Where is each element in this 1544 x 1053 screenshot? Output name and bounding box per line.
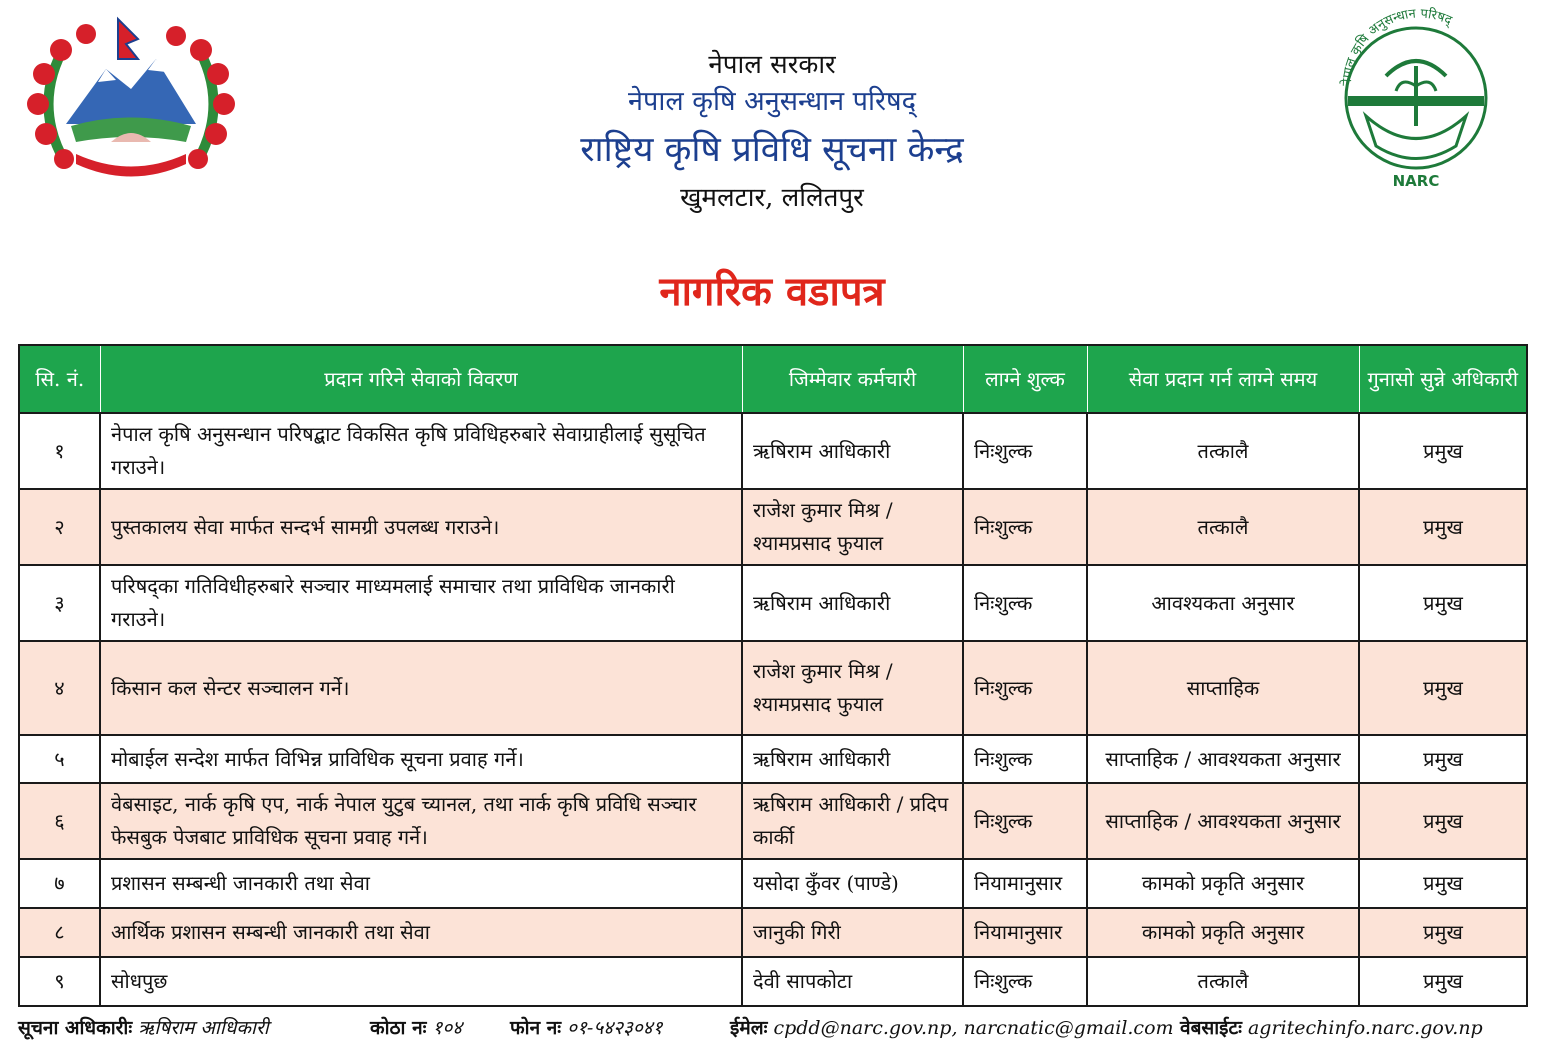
col-header-staff: जिम्मेवार कर्मचारी (742, 345, 963, 413)
table-row (19, 957, 1527, 1006)
cell-fee: निःशुल्क (963, 735, 1087, 783)
cell-service: आर्थिक प्रशासन सम्बन्धी जानकारी तथा सेवा (100, 908, 742, 957)
room-number: १०४ (432, 1017, 463, 1039)
centre-address: खुमलटार, ललितपुर (680, 183, 864, 213)
table-row (19, 489, 1527, 565)
cell-service: सोधपुछ (100, 957, 742, 1006)
cell-fee: निःशुल्क (963, 641, 1087, 735)
table-row (19, 413, 1527, 489)
cell-service: वेबसाइट, नार्क कृषि एप, नार्क नेपाल युटुब च्यानल, तथा नार्क कृषि प्रविधि सञ्चार फेसबुक पेजबाट प्राविधिक सूचना प्रवाह गर्ने। (100, 783, 742, 859)
col-header-service: प्रदान गरिने सेवाको विवरण (100, 345, 742, 413)
cell-serial: ३ (19, 565, 100, 641)
cell-staff: राजेश कुमार मिश्र / श्यामप्रसाद फुयाल (742, 489, 963, 565)
phone-number: ०१-५४२३०४१ (567, 1017, 663, 1039)
cell-authority: प्रमुख (1359, 735, 1527, 783)
cell-staff: जानुकी गिरी (742, 908, 963, 957)
cell-staff: ऋषिराम आधिकारी (742, 565, 963, 641)
cell-serial: ८ (19, 908, 100, 957)
cell-staff: ऋषिराम आधिकारी (742, 413, 963, 489)
cell-time: आवश्यकता अनुसार (1087, 565, 1359, 641)
cell-serial: ७ (19, 859, 100, 908)
government-name: नेपाल सरकार (708, 50, 836, 80)
website-label: वेबसाईटः (1180, 1017, 1242, 1039)
cell-authority: प्रमुख (1359, 565, 1527, 641)
website-link[interactable]: agritechinfo.narc.gov.np (1247, 1017, 1483, 1039)
cell-authority: प्रमुख (1359, 859, 1527, 908)
info-officer-label: सूचना अधिकारीः (18, 1017, 133, 1039)
cell-serial: ९ (19, 957, 100, 1006)
cell-fee: निःशुल्क (963, 489, 1087, 565)
cell-service: परिषद्का गतिविधीहरुबारे सञ्चार माध्यमलाई समाचार तथा प्राविधिक जानकारी गराउने। (100, 565, 742, 641)
cell-authority: प्रमुख (1359, 783, 1527, 859)
centre-name: राष्ट्रिय कृषि प्रविधि सूचना केन्द्र (580, 130, 964, 170)
cell-staff: यसोदा कुँवर (पाण्डे) (742, 859, 963, 908)
email-link[interactable]: cpdd@narc.gov.np, narcnatic@gmail.com (773, 1017, 1174, 1039)
col-header-serial: सि. नं. (19, 345, 100, 413)
cell-service: पुस्तकालय सेवा मार्फत सन्दर्भ सामग्री उपलब्ध गराउने। (100, 489, 742, 565)
contact-footer (18, 1010, 1528, 1044)
table-row (19, 859, 1527, 908)
cell-fee: निःशुल्क (963, 565, 1087, 641)
cell-authority: प्रमुख (1359, 908, 1527, 957)
council-name: नेपाल कृषि अनुसन्धान परिषद् (628, 86, 916, 117)
cell-time: साप्ताहिक (1087, 641, 1359, 735)
email-label: ईमेलः (730, 1017, 768, 1039)
cell-serial: ५ (19, 735, 100, 783)
cell-serial: २ (19, 489, 100, 565)
table-row (19, 735, 1527, 783)
cell-serial: १ (19, 413, 100, 489)
table-header-row (19, 345, 1527, 413)
page-title: नागरिक वडापत्र (659, 269, 885, 315)
cell-fee: निःशुल्क (963, 783, 1087, 859)
cell-time: कामको प्रकृति अनुसार (1087, 859, 1359, 908)
narc-logo-text: NARC (1392, 172, 1440, 190)
citizen-charter-table (18, 344, 1528, 1007)
info-officer-name: ऋषिराम आधिकारी (138, 1017, 269, 1039)
cell-service: मोबाईल सन्देश मार्फत विभिन्न प्राविधिक सूचना प्रवाह गर्ने। (100, 735, 742, 783)
table-row (19, 908, 1527, 957)
cell-fee: निःशुल्क (963, 957, 1087, 1006)
cell-staff: राजेश कुमार मिश्र / श्यामप्रसाद फुयाल (742, 641, 963, 735)
cell-staff: देवी सापकोटा (742, 957, 963, 1006)
cell-time: साप्ताहिक / आवश्यकता अनुसार (1087, 735, 1359, 783)
room-label: कोठा नः (370, 1017, 427, 1039)
cell-staff: ऋषिराम आधिकारी / प्रदिप कार्की (742, 783, 963, 859)
cell-fee: निःशुल्क (963, 413, 1087, 489)
table-row (19, 565, 1527, 641)
cell-fee: नियामानुसार (963, 859, 1087, 908)
cell-serial: ४ (19, 641, 100, 735)
cell-serial: ६ (19, 783, 100, 859)
cell-time: तत्कालै (1087, 489, 1359, 565)
cell-time: साप्ताहिक / आवश्यकता अनुसार (1087, 783, 1359, 859)
cell-authority: प्रमुख (1359, 957, 1527, 1006)
table-row (19, 641, 1527, 735)
cell-time: तत्कालै (1087, 413, 1359, 489)
cell-authority: प्रमुख (1359, 489, 1527, 565)
cell-service: प्रशासन सम्बन्धी जानकारी तथा सेवा (100, 859, 742, 908)
cell-staff: ऋषिराम आधिकारी (742, 735, 963, 783)
cell-service: नेपाल कृषि अनुसन्धान परिषद्बाट विकसित कृषि प्रविधिहरुबारे सेवाग्राहीलाई सुसूचित गराउने। (100, 413, 742, 489)
cell-authority: प्रमुख (1359, 413, 1527, 489)
cell-time: कामको प्रकृति अनुसार (1087, 908, 1359, 957)
cell-time: तत्कालै (1087, 957, 1359, 1006)
col-header-fee: लाग्ने शुल्क (963, 345, 1087, 413)
narc-arc-text: नेपाल कृषि अनुसन्धान परिषद् (1339, 6, 1455, 87)
letterhead (0, 48, 1544, 218)
cell-fee: नियामानुसार (963, 908, 1087, 957)
cell-service: किसान कल सेन्टर सञ्चालन गर्ने। (100, 641, 742, 735)
phone-label: फोन नः (510, 1017, 562, 1039)
col-header-time: सेवा प्रदान गर्न लाग्ने समय (1087, 345, 1359, 413)
col-header-authority: गुनासो सुन्ने अधिकारी (1359, 345, 1527, 413)
table-row (19, 783, 1527, 859)
cell-authority: प्रमुख (1359, 641, 1527, 735)
